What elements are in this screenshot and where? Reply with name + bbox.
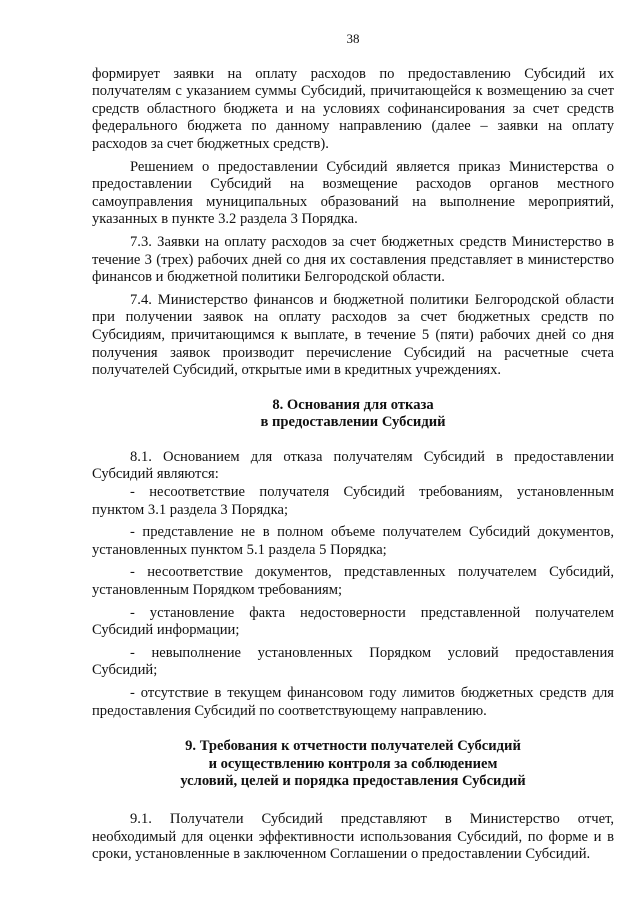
section-9-heading-line-1: 9. Требования к отчетности получателей Субсидий [185, 738, 521, 755]
paragraph-8-1: 8.1. Основанием для отказа получателям Субсидий в предоставлении Субсидий являются: [92, 448, 614, 483]
continuation-paragraph: формирует заявки на оплату расходов по предоставлению Субсидий их получателям с указанием суммы Субсидий, причитающейся к возмещению за счет средств областного бюджета и на условиях софинансирования за счет средств федерального бюджета по данному направлению (далее – заявки на оплату расходов за счет бюджетных средств). [92, 65, 614, 152]
page-number: 38 [346, 31, 360, 46]
document-page [92, 30, 614, 864]
paragraph-7-4: 7.4. Министерство финансов и бюджетной политики Белгородской области при получении заявок на оплату расходов за счет бюджетных средств по Субсидиям, причитающимся к выплате, в течение 5 (пяти) рабочих дней со дня получения заявок производит перечисление Субсидий на расчетные счета получателей Субсидий, открытые ими в кредитных учреждениях. [92, 291, 614, 379]
section-9-heading [92, 738, 614, 791]
paragraph-7-3: 7.3. Заявки на оплату расходов за счет бюджетных средств Министерство в течение 3 (трех) рабочих дней со дня их составления представляет в министерство финансов и бюджетной политики Белгородской области. [92, 233, 614, 286]
list-item: - отсутствие в текущем финансовом году лимитов бюджетных средств для предоставления Субсидий по соответствующему направлению. [92, 685, 614, 719]
list-item: - несоответствие документов, представленных получателем Субсидий, установленным Порядком требованиям; [92, 564, 614, 599]
list-item: - представление не в полном объеме получателем Субсидий документов, установленных пунктом 5.1 раздела 5 Порядка; [92, 524, 614, 558]
section-8-heading [92, 397, 614, 432]
list-item: - несоответствие получателя Субсидий требованиям, установленным пунктом 3.1 раздела 3 Порядка; [92, 484, 614, 518]
section-9-heading-line-2: и осуществлению контроля за соблюдением [208, 755, 498, 772]
decision-paragraph: Решением о предоставлении Субсидий является приказ Министерства о предоставлении Субсидий на возмещение расходов органов местного самоуправления муниципальных образований на выполнение мероприятий, указанных в пункте 3.2 раздела 3 Порядка. [92, 158, 614, 228]
section-8-heading-line-2: в предоставлении Субсидий [260, 414, 446, 431]
list-item: - невыполнение установленных Порядком условий предоставления Субсидий; [92, 644, 614, 679]
list-item: - установление факта недостоверности представленной получателем Субсидий информации; [92, 604, 614, 639]
section-8-heading-line-1: 8. Основания для отказа [272, 396, 434, 413]
section-9-heading-line-3: условий, целей и порядка предоставления Субсидий [180, 773, 526, 790]
paragraph-9-1: 9.1. Получатели Субсидий представляют в Министерство отчет, необходимый для оценки эффективности использования Субсидий, по форме и в сроки, установленные в заключенном Соглашении о предоставлении Субсидий. [92, 810, 614, 863]
